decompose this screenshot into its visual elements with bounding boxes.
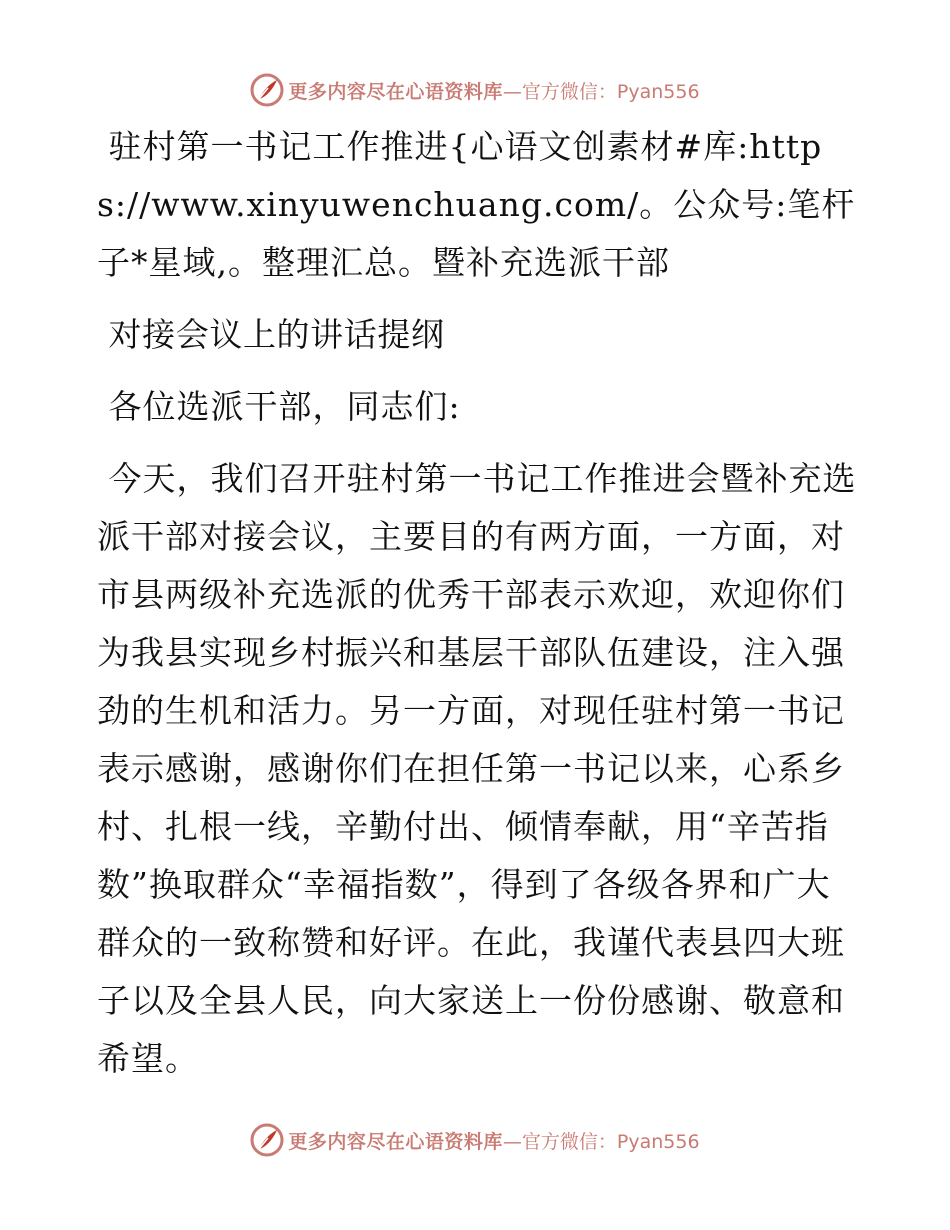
footer-watermark [0,1120,950,1160]
paragraph-body: 今天，我们召开驻村第一书记工作推进会暨补充选派干部对接会议，主要目的有两方面，一方面，对市县两级补充选派的优秀干部表示欢迎，欢迎你们为我县实现乡村振兴和基层干部队伍建设，注入强劲的生机和活力。另一方面，对现任驻村第一书记表示感谢，感谢你们在担任第一书记以来，心系乡村、扎根一线，辛勤付出、倾情奉献，用“辛苦指数”换取群众“幸福指数”，得到了各级各界和广大群众的一致称赞和好评。在此，我谨代表县四大班子以及全县人民，向大家送上一份份感谢、敬意和希望。 [97,459,857,1078]
paragraph-salutation: 各位选派干部，同志们: [108,387,461,426]
watermark-wechat-label: —官方微信：Pyan556 [502,80,700,103]
watermark-site-label: 更多内容尽在心语资料库 [288,80,503,103]
feather-pen-logo-icon [250,1123,284,1157]
watermark-wechat-label: —官方微信：Pyan556 [502,1130,700,1153]
header-watermark [0,70,950,110]
watermark-site-label: 更多内容尽在心语资料库 [288,1130,503,1153]
paragraph-heading-line2: 对接会议上的讲话提纲 [108,315,445,354]
document-body [97,118,857,1088]
feather-pen-logo-icon [250,73,284,107]
paragraph-heading-line1: 驻村第一书记工作推进{心语文创素材#库:https://www.xinyuwenchuang.com/。公众号:笔杆子*星域,。整理汇总。暨补充选派干部 [97,127,856,282]
